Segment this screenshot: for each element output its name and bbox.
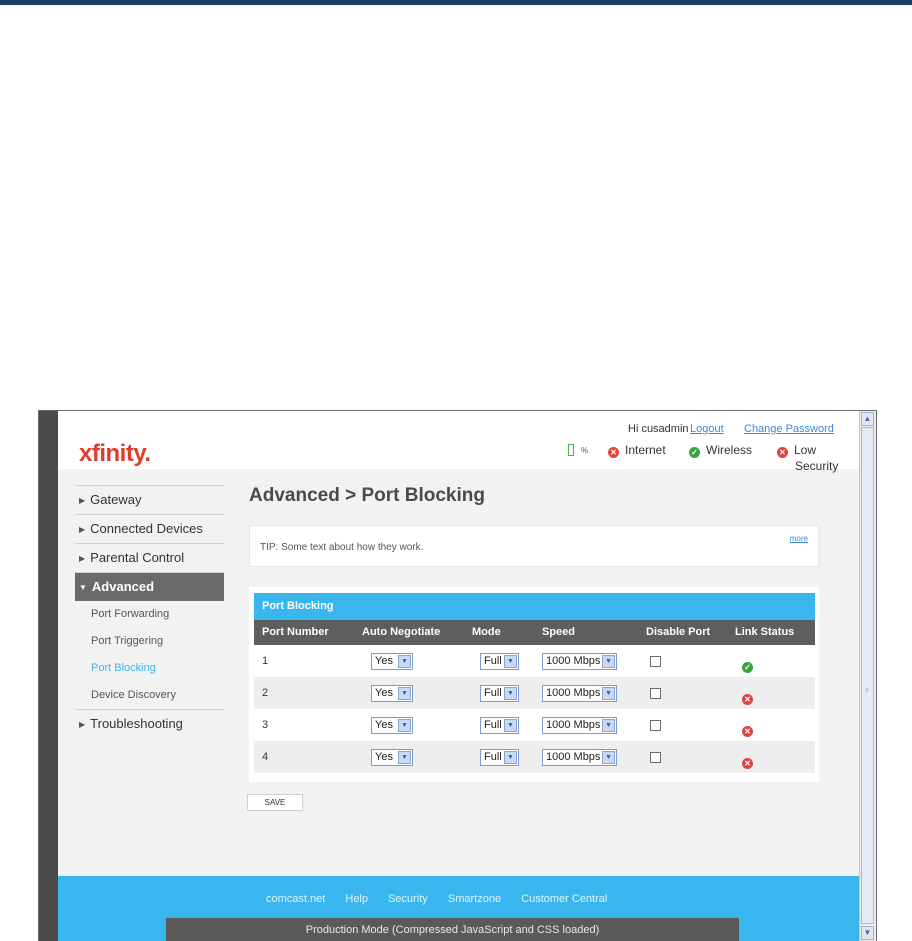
column-header: Auto Negotiate	[362, 626, 441, 638]
select-value: Full	[484, 751, 502, 763]
battery-label: %	[581, 446, 589, 455]
footer-link-help[interactable]: Help	[345, 893, 368, 905]
caret-right-icon: ▶	[79, 720, 86, 729]
internet-status-label: Internet	[625, 443, 666, 457]
check-circle-icon: ✓	[689, 447, 700, 458]
table-row	[254, 709, 815, 741]
disable-port-checkbox[interactable]	[650, 720, 661, 731]
column-header: Disable Port	[646, 626, 711, 638]
auto-negotiate-select[interactable]	[371, 653, 413, 670]
sidebar-subitem-port-blocking[interactable]: Port Blocking	[91, 662, 156, 674]
footer-link-comcast[interactable]: comcast.net	[266, 893, 326, 905]
top-border-line	[0, 0, 912, 5]
disable-port-checkbox[interactable]	[650, 656, 661, 667]
chevron-down-icon: ▼	[398, 655, 411, 668]
select-value: Full	[484, 719, 502, 731]
port-number: 4	[262, 751, 269, 763]
production-mode-bar: Production Mode (Compressed JavaScript and CSS loaded)	[166, 918, 739, 941]
caret-right-icon: ▶	[79, 554, 86, 563]
sidebar-item-advanced[interactable]	[75, 573, 224, 601]
mode-select[interactable]	[480, 653, 519, 670]
chevron-down-icon: ▼	[504, 751, 517, 764]
chevron-down-icon: ▼	[504, 687, 517, 700]
link-status	[742, 752, 759, 770]
sidebar-subitem-device-discovery[interactable]: Device Discovery	[91, 689, 176, 701]
sidebar-item-label: Advanced	[91, 579, 155, 594]
mode-select[interactable]	[480, 749, 519, 766]
more-link[interactable]: more	[789, 534, 808, 543]
link-status	[742, 688, 759, 706]
save-button[interactable]: SAVE	[247, 794, 303, 811]
mode-select[interactable]	[480, 685, 519, 702]
column-header: Link Status	[735, 626, 795, 638]
chevron-down-icon: ▼	[602, 655, 615, 668]
select-value: 1000 Mbps	[546, 655, 601, 667]
xfinity-logo: xfinity.	[79, 440, 151, 467]
tip-box	[249, 525, 819, 567]
browser-window	[38, 410, 877, 941]
caret-right-icon: ▶	[79, 496, 86, 505]
chevron-down-icon: ▼	[504, 655, 517, 668]
header-bar	[58, 411, 860, 473]
sidebar-item-troubleshooting[interactable]	[75, 710, 224, 738]
sidebar-subitem-port-triggering[interactable]: Port Triggering	[91, 635, 164, 647]
table-row	[254, 677, 815, 709]
column-header: Speed	[542, 626, 576, 638]
battery-icon	[568, 444, 574, 456]
speed-select[interactable]	[542, 749, 617, 766]
x-circle-icon: ✕	[742, 694, 753, 705]
sidebar-subitem-port-forwarding[interactable]: Port Forwarding	[91, 608, 170, 620]
page	[58, 411, 860, 941]
scrollbar-thumb[interactable]	[861, 427, 874, 924]
scroll-up-icon[interactable]: ▲	[861, 412, 874, 426]
chevron-down-icon: ▼	[398, 719, 411, 732]
column-header: Mode	[472, 626, 501, 638]
panel-title: Port Blocking	[254, 593, 815, 620]
mode-select[interactable]	[480, 717, 519, 734]
security-status	[777, 443, 816, 458]
table-header	[254, 620, 815, 645]
table-row	[254, 645, 815, 677]
change-password-link[interactable]: Change Password	[744, 423, 834, 435]
sidebar-item-label: Troubleshooting	[90, 716, 183, 731]
internet-status	[608, 443, 666, 458]
disable-port-checkbox[interactable]	[650, 752, 661, 763]
caret-right-icon: ▶	[79, 525, 86, 534]
speed-select[interactable]	[542, 685, 617, 702]
footer-link-security[interactable]: Security	[388, 893, 428, 905]
auto-negotiate-select[interactable]	[371, 717, 413, 734]
select-value: Full	[484, 655, 502, 667]
chevron-down-icon: ▼	[398, 687, 411, 700]
select-value: 1000 Mbps	[546, 687, 601, 699]
x-circle-icon: ✕	[742, 726, 753, 737]
sidebar-item-label: Parental Control	[90, 550, 185, 565]
link-status	[742, 720, 759, 738]
disable-port-checkbox[interactable]	[650, 688, 661, 699]
footer-links	[266, 893, 624, 905]
chevron-down-icon: ▼	[602, 719, 615, 732]
wireless-status-label: Wireless	[706, 443, 753, 457]
caret-down-icon: ▼	[79, 583, 87, 592]
select-value: 1000 Mbps	[546, 719, 601, 731]
table-row	[254, 741, 815, 773]
sidebar-item-gateway[interactable]	[75, 486, 224, 514]
sidebar-item-connected-devices[interactable]	[75, 515, 224, 543]
chevron-down-icon: ▼	[398, 751, 411, 764]
auto-negotiate-select[interactable]	[371, 749, 413, 766]
chevron-down-icon: ▼	[602, 751, 615, 764]
security-status-label-2: Security	[795, 459, 839, 473]
grip-icon: ≡	[865, 688, 869, 694]
link-status	[742, 656, 759, 674]
footer-link-smartzone[interactable]: Smartzone	[447, 893, 502, 905]
port-blocking-panel	[249, 587, 819, 782]
sidebar-nav	[75, 485, 224, 738]
scroll-down-icon[interactable]: ▼	[861, 926, 874, 940]
column-header: Port Number	[262, 626, 329, 638]
x-circle-icon: ✕	[777, 447, 788, 458]
port-number: 2	[262, 687, 269, 699]
speed-select[interactable]	[542, 717, 617, 734]
sidebar-item-label: Gateway	[90, 492, 142, 507]
wireless-status	[689, 443, 752, 458]
security-status-label: Low	[794, 443, 817, 457]
x-circle-icon: ✕	[608, 447, 619, 458]
select-value: Full	[484, 687, 502, 699]
footer	[58, 876, 860, 941]
port-number: 1	[262, 655, 269, 667]
select-value: Yes	[375, 687, 393, 699]
logout-link[interactable]: Logout	[690, 423, 724, 435]
footer-link-customer-central[interactable]: Customer Central	[521, 893, 608, 905]
vertical-scrollbar[interactable]	[859, 411, 876, 941]
select-value: Yes	[375, 751, 393, 763]
chevron-down-icon: ▼	[602, 687, 615, 700]
sidebar-item-label: Connected Devices	[90, 521, 203, 536]
select-value: Yes	[375, 655, 393, 667]
check-circle-icon: ✓	[742, 662, 753, 673]
chevron-down-icon: ▼	[504, 719, 517, 732]
select-value: Yes	[375, 719, 393, 731]
select-value: 1000 Mbps	[546, 751, 601, 763]
port-number: 3	[262, 719, 269, 731]
auto-negotiate-select[interactable]	[371, 685, 413, 702]
sidebar-item-parental-control[interactable]	[75, 544, 224, 572]
speed-select[interactable]	[542, 653, 617, 670]
x-circle-icon: ✕	[742, 758, 753, 769]
greeting-text: Hi cusadmin	[628, 423, 689, 435]
page-title: Advanced > Port Blocking	[249, 485, 485, 506]
tip-text: TIP: Some text about how they work.	[260, 542, 424, 553]
